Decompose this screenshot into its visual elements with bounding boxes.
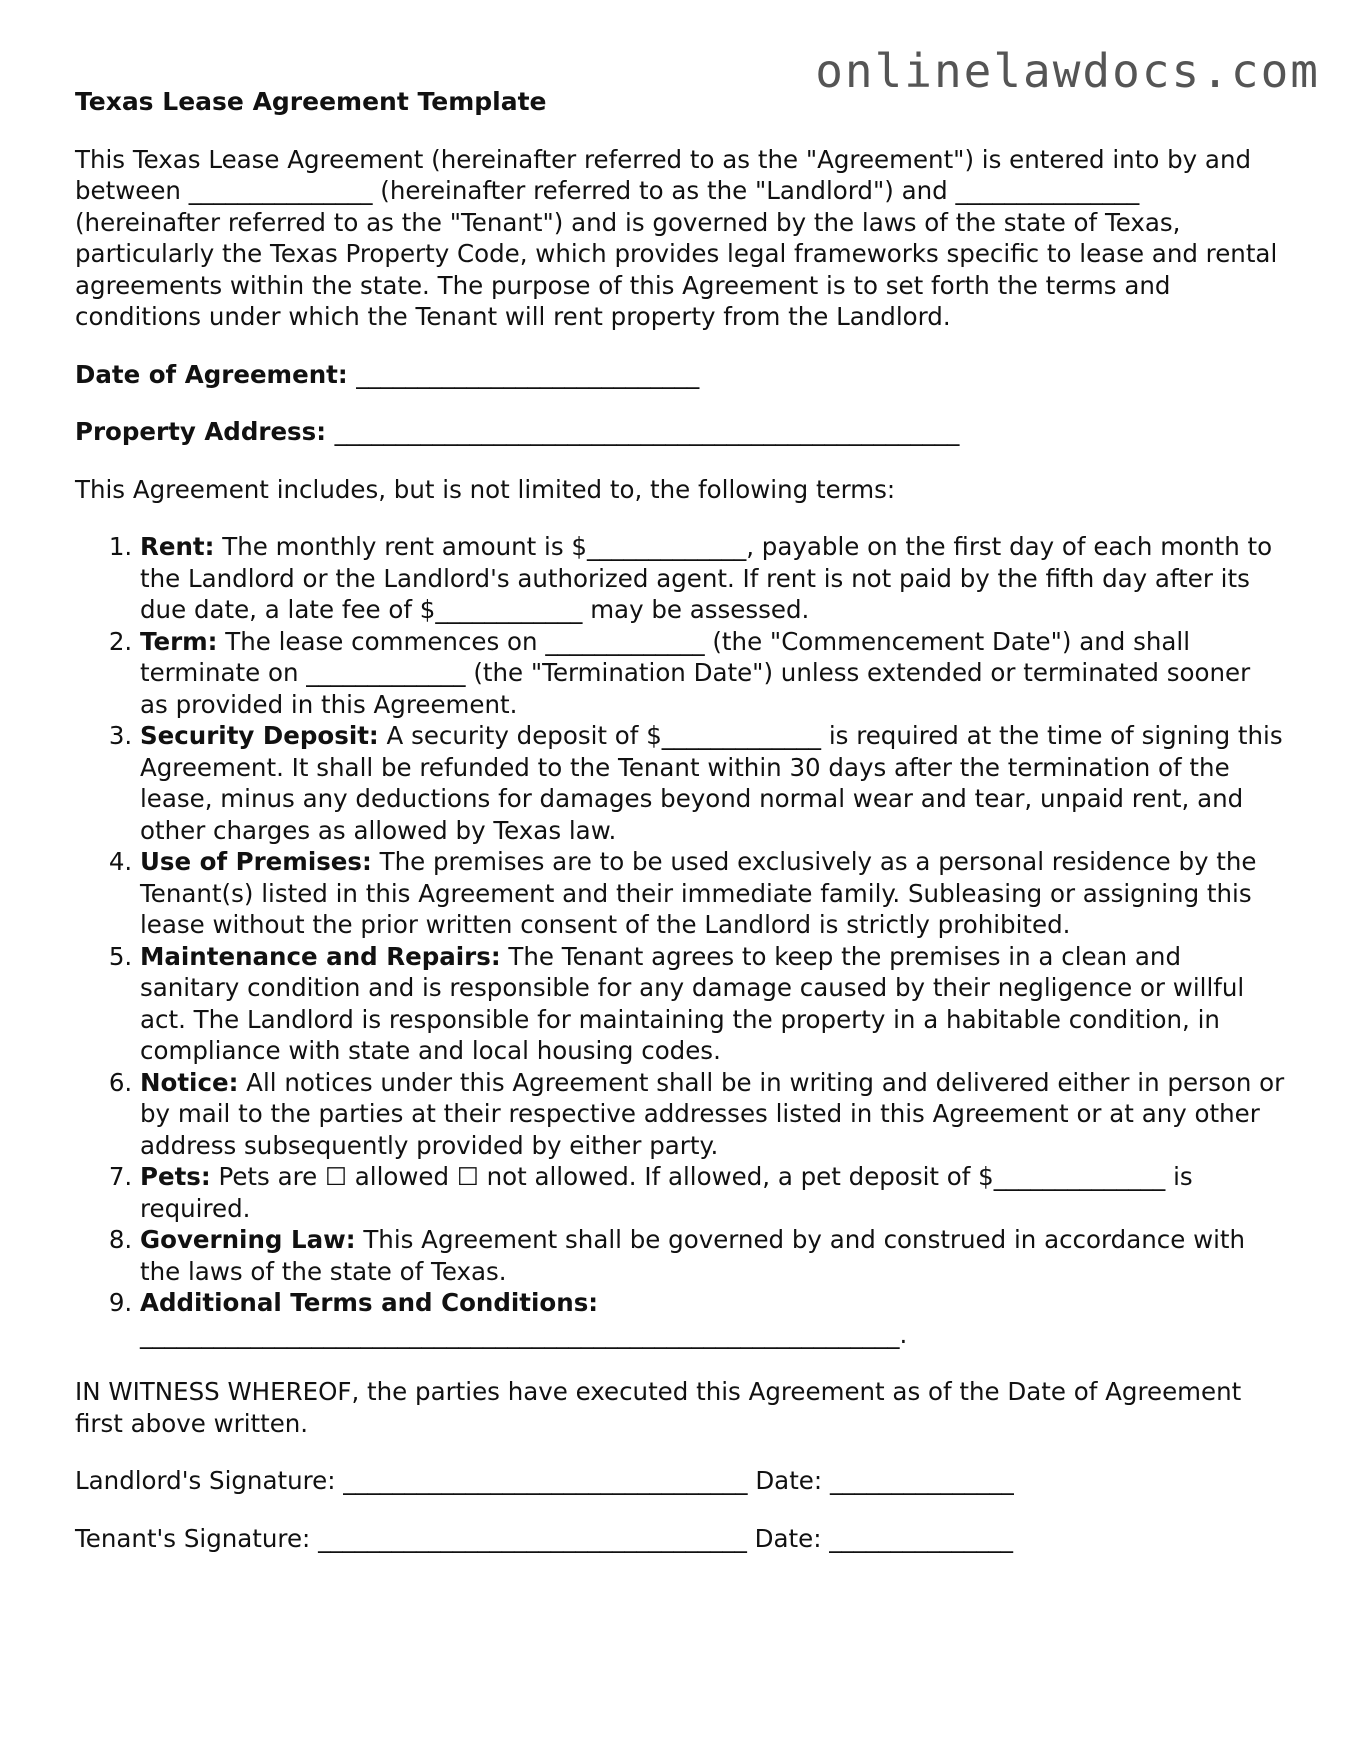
term-head: Maintenance and Repairs: (140, 941, 501, 971)
term-item-use-of-premises (140, 846, 1285, 941)
watermark: onlinelawdocs.com (815, 44, 1320, 98)
date-of-agreement-label: Date of Agreement: (75, 359, 348, 389)
tenant-date-label: Date: (754, 1523, 822, 1553)
property-address-label: Property Address: (75, 417, 327, 446)
landlord-date-blank: _______________ (829, 1466, 1014, 1495)
date-of-agreement-blank: ____________________________ (356, 359, 700, 389)
term-text: The lease commences on _____________ (the "Commencement Date") and shall terminate on _____________ (the "Termination Date") unless extended or terminated sooner as provided in this Agreement. (140, 626, 1251, 719)
term-item-notice (140, 1067, 1285, 1162)
tenant-signature-label: Tenant's Signature: (75, 1523, 311, 1553)
document-page (75, 86, 1285, 1580)
term-head: Security Deposit: (140, 721, 379, 750)
term-text: This Agreement shall be governed by and construed in accordance with the laws of the state of Texas. (140, 1225, 1246, 1286)
term-item-term (140, 626, 1285, 721)
term-text: The premises are to be used exclusively as a personal residence by the Tenant(s) listed in this Agreement and their immediate family. Subleasing or assigning this lease without the prior written consent of the Landlord is strictly prohibited. (140, 847, 1257, 939)
tenant-date-blank: _______________ (829, 1523, 1014, 1553)
intro-paragraph: This Texas Lease Agreement (hereinafter referred to as the "Agreement") is entered into by and between _______________ (hereinafter referred to as the "Landlord") and _______________ (hereinafter referred to as the "Tenant") and is governed by the laws of the state of Texas, particularly the Texas Property Code, which provides legal frameworks specific to lease and rental agreements within the state. The purpose of this Agreement is to set forth the terms and conditions under which the Tenant will rent property from the Landlord. (75, 144, 1278, 331)
landlord-date-label: Date: (755, 1466, 823, 1495)
witness-paragraph: IN WITNESS WHEREOF, the parties have executed this Agreement as of the Date of Agreement first above written. (75, 1377, 1242, 1438)
terms-list (75, 531, 1285, 1350)
document-title: Texas Lease Agreement Template (75, 87, 547, 116)
term-item-additional-terms (140, 1287, 1285, 1350)
term-text: A security deposit of $_____________ is required at the time of signing this Agreement. It shall be refunded to the Tenant within 30 days after the termination of the lease, minus any deductions for damages beyond normal wear and tear, unpaid rent, and other charges as allowed by Texas law. (140, 721, 1283, 845)
property-address-blank: ___________________________________________________ (334, 417, 960, 446)
term-head: Term: (140, 626, 218, 656)
term-head: Use of Premises: (140, 847, 372, 876)
term-item-pets (140, 1161, 1285, 1224)
term-text: The monthly rent amount is $_____________, payable on the first day of each month to the Landlord or the Landlord's authorized agent. If rent is not paid by the fifth day after its due date, a late fee of $____________ may be assessed. (140, 532, 1273, 624)
term-head: Additional Terms and Conditions: (140, 1288, 599, 1317)
term-head: Notice: (140, 1067, 239, 1097)
tenant-signature-line (75, 1523, 1285, 1555)
term-text: The Tenant agrees to keep the premises in a clean and sanitary condition and is responsible for any damage caused by their negligence or willful act. The Landlord is responsible for maintaining the property in a habitable condition, in compliance with state and local housing codes. (140, 941, 1245, 1065)
tenant-signature-blank: ___________________________________ (318, 1523, 747, 1553)
landlord-signature-label: Landlord's Signature: (75, 1466, 336, 1495)
term-head: Governing Law: (140, 1225, 356, 1254)
term-head: Pets: (140, 1162, 211, 1191)
term-item-rent (140, 531, 1285, 626)
term-text: Pets are ☐ allowed ☐ not allowed. If allowed, a pet deposit of $______________ is required. (140, 1162, 1193, 1223)
term-text: All notices under this Agreement shall be in writing and delivered either in person or by mail to the parties at their respective addresses listed in this Agreement or at any other address subsequently provided by either party. (140, 1067, 1285, 1160)
term-item-maintenance (140, 941, 1285, 1067)
term-text: ______________________________________________________________. (140, 1319, 908, 1349)
property-address-field (75, 416, 1285, 448)
landlord-signature-blank: _________________________________ (343, 1466, 748, 1495)
term-item-security-deposit (140, 720, 1285, 846)
term-item-governing-law (140, 1224, 1285, 1287)
landlord-signature-line (75, 1465, 1285, 1497)
term-head: Rent: (140, 532, 215, 561)
terms-intro: This Agreement includes, but is not limited to, the following terms: (75, 474, 896, 504)
date-of-agreement-field (75, 359, 1285, 391)
